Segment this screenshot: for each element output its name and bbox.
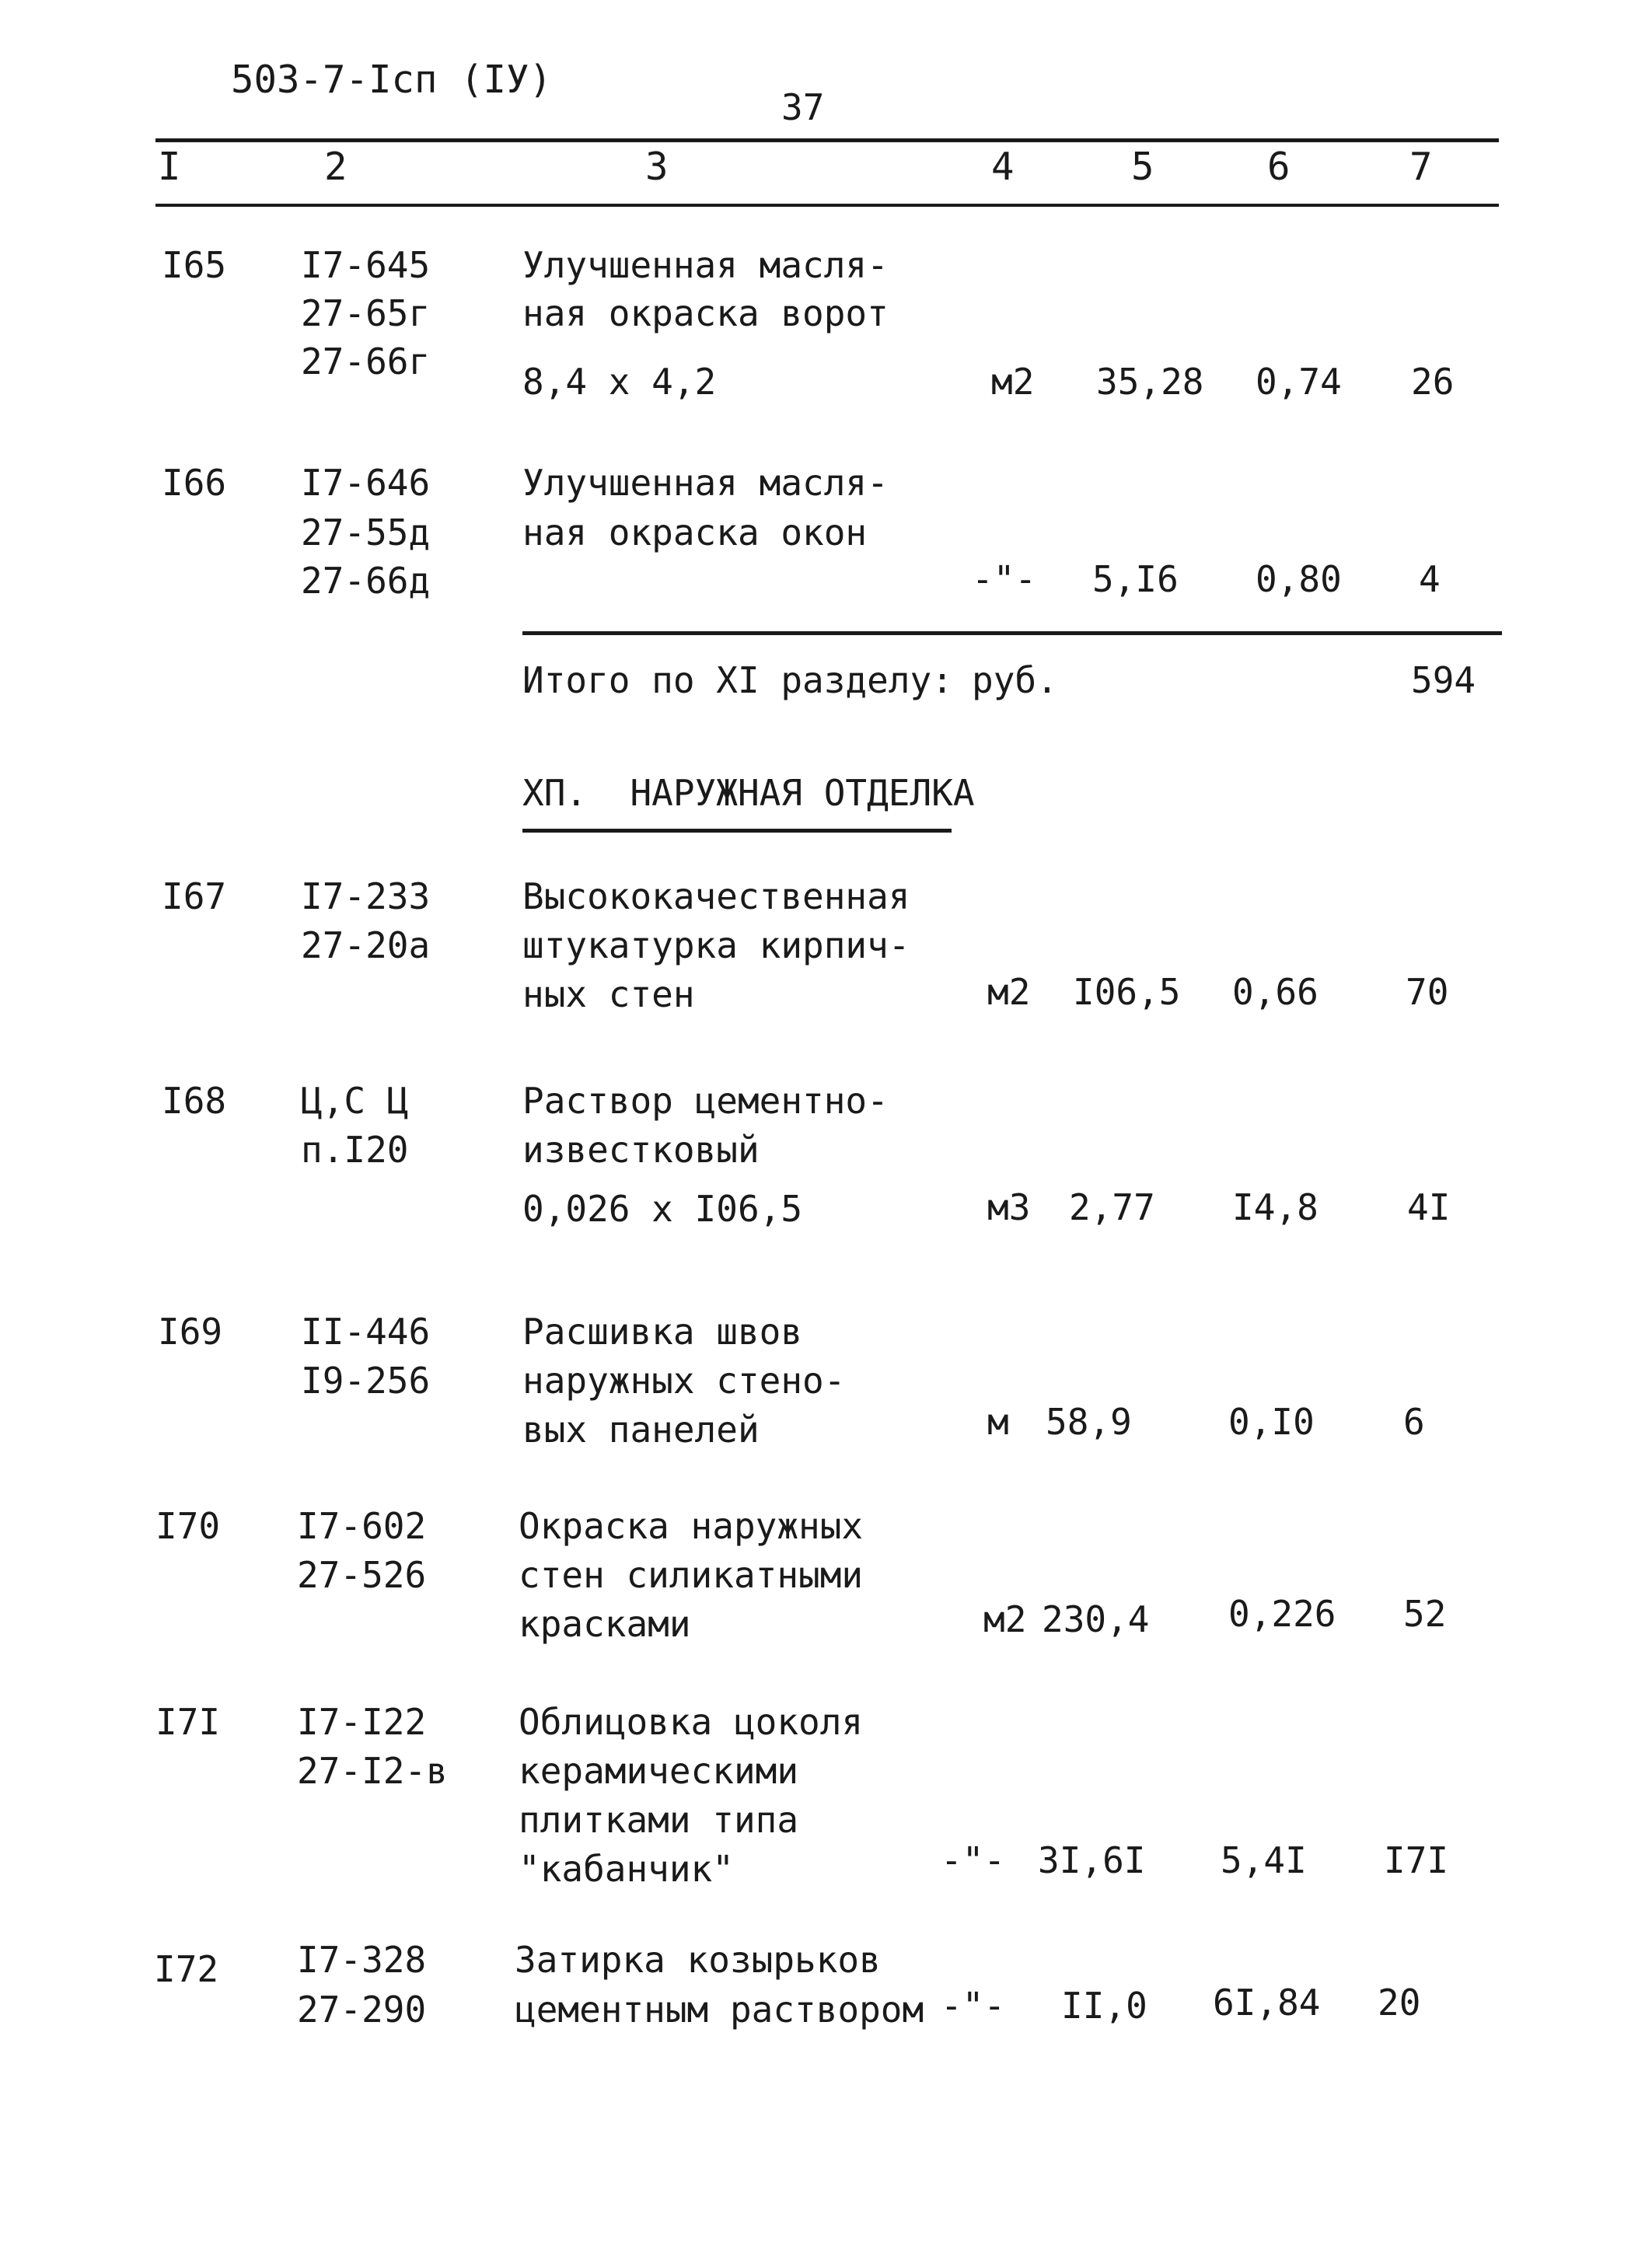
norm-code: Ц,С Ц xyxy=(301,1080,409,1122)
column-header-7: 7 xyxy=(1409,145,1433,189)
section-title-underline xyxy=(522,829,952,833)
subtotal-rule xyxy=(522,631,1502,635)
unit-price: 0,74 xyxy=(1256,361,1342,403)
norm-code: 27-66д xyxy=(301,560,431,602)
norm-code: 27-66г xyxy=(301,340,431,382)
header-bottom-rule xyxy=(155,204,1499,207)
row-number: I70 xyxy=(155,1505,221,1547)
quantity: I06,5 xyxy=(1073,971,1181,1013)
description-line: Облицовка цоколя xyxy=(519,1701,864,1743)
description-line: 0,026 х I06,5 xyxy=(522,1188,803,1230)
description-line: наружных стено- xyxy=(522,1360,846,1402)
norm-code: I9-256 xyxy=(301,1360,431,1402)
unit: -"- xyxy=(972,558,1037,600)
description-line: 8,4 х 4,2 xyxy=(522,361,717,403)
row-number: I72 xyxy=(154,1948,219,1990)
subtotal-unit: руб. xyxy=(972,659,1058,701)
description-line: керамическими xyxy=(519,1750,799,1792)
column-header-4: 4 xyxy=(991,145,1015,189)
norm-code: I7-I22 xyxy=(297,1701,427,1743)
row-number: I69 xyxy=(158,1311,223,1353)
row-number: I68 xyxy=(162,1080,227,1122)
unit: м2 xyxy=(987,971,1031,1013)
row-number: I65 xyxy=(162,244,227,286)
description-line: ных стен xyxy=(522,973,695,1015)
norm-code: I7-646 xyxy=(301,462,431,504)
norm-code: 27-55д xyxy=(301,512,431,554)
norm-code: 27-20а xyxy=(301,924,431,966)
row-number: I67 xyxy=(162,875,227,917)
total: 26 xyxy=(1411,361,1455,403)
quantity: 5,I6 xyxy=(1092,558,1179,600)
norm-code: п.I20 xyxy=(301,1129,409,1171)
quantity: 3I,6I xyxy=(1038,1839,1146,1881)
quantity: 35,28 xyxy=(1096,361,1204,403)
unit-price: 5,4I xyxy=(1221,1839,1307,1881)
description-line: Высококачественная xyxy=(522,875,910,917)
norm-code: I7-602 xyxy=(297,1505,427,1547)
quantity: II,0 xyxy=(1061,1985,1147,2027)
norm-code: I7-328 xyxy=(297,1939,427,1981)
quantity: 2,77 xyxy=(1069,1186,1155,1228)
norm-code: 27-526 xyxy=(297,1554,427,1596)
column-header-1: I xyxy=(158,145,181,189)
total: 4I xyxy=(1407,1186,1451,1228)
description-line: Раствор цементно- xyxy=(522,1080,889,1122)
norm-code: 27-65г xyxy=(301,292,431,334)
unit-price: 0,80 xyxy=(1256,558,1342,600)
description-line: Окраска наружных xyxy=(519,1505,864,1547)
norm-code: 27-290 xyxy=(297,1989,427,2031)
unit: м2 xyxy=(983,1598,1027,1640)
total: 70 xyxy=(1406,971,1449,1013)
row-number: I66 xyxy=(162,462,227,504)
row-number: I7I xyxy=(155,1701,221,1743)
description-line: вых панелей xyxy=(522,1409,760,1451)
unit-price: 0,226 xyxy=(1228,1593,1336,1635)
norm-code: II-446 xyxy=(301,1311,431,1353)
description-line: Расшивка швов xyxy=(522,1311,803,1353)
document-code: 503-7-Iсп (IУ) xyxy=(231,58,553,102)
norm-code: I7-645 xyxy=(301,244,431,286)
total: I7I xyxy=(1384,1839,1449,1881)
column-header-2: 2 xyxy=(324,145,348,189)
description-line: плитками типа xyxy=(519,1799,799,1841)
description-line: красками xyxy=(519,1603,691,1645)
quantity: 230,4 xyxy=(1042,1598,1150,1640)
unit: м2 xyxy=(991,361,1035,403)
description-line: известковый xyxy=(522,1129,760,1171)
description-line: Улучшенная масля- xyxy=(522,244,889,286)
description-line: стен силикатными xyxy=(519,1554,864,1596)
norm-code: 27-I2-в xyxy=(297,1750,448,1792)
total: 4 xyxy=(1419,558,1441,600)
unit: -"- xyxy=(941,1985,1006,2027)
description-line: цементным раствором xyxy=(515,1989,924,2031)
description-line: Улучшенная масля- xyxy=(522,462,889,504)
unit: м3 xyxy=(987,1186,1031,1228)
description-line: ная окраска окон xyxy=(522,512,868,554)
unit-price: 0,66 xyxy=(1232,971,1318,1013)
description-line: ная окраска ворот xyxy=(522,292,889,334)
total: 6 xyxy=(1403,1401,1425,1443)
total: 20 xyxy=(1378,1982,1421,2024)
norm-code: I7-233 xyxy=(301,875,431,917)
subtotal-total: 594 xyxy=(1411,659,1476,701)
column-header-3: 3 xyxy=(645,145,669,189)
description-line: штукатурка кирпич- xyxy=(522,924,910,966)
total: 52 xyxy=(1403,1593,1447,1635)
page-number: 37 xyxy=(781,86,825,128)
unit-price: I4,8 xyxy=(1232,1186,1318,1228)
unit: м xyxy=(987,1401,1009,1443)
column-header-6: 6 xyxy=(1267,145,1291,189)
unit-price: 6I,84 xyxy=(1213,1982,1321,2024)
description-line: "кабанчик" xyxy=(519,1848,734,1890)
unit-price: 0,I0 xyxy=(1228,1401,1315,1443)
subtotal-label: Итого по XI разделу: xyxy=(522,659,953,701)
description-line: Затирка козырьков xyxy=(515,1939,881,1981)
unit: -"- xyxy=(941,1839,1006,1881)
column-header-5: 5 xyxy=(1131,145,1154,189)
section-title: XП. НАРУЖНАЯ ОТДЕЛКА xyxy=(522,772,975,814)
header-top-rule xyxy=(155,138,1499,142)
quantity: 58,9 xyxy=(1046,1401,1132,1443)
